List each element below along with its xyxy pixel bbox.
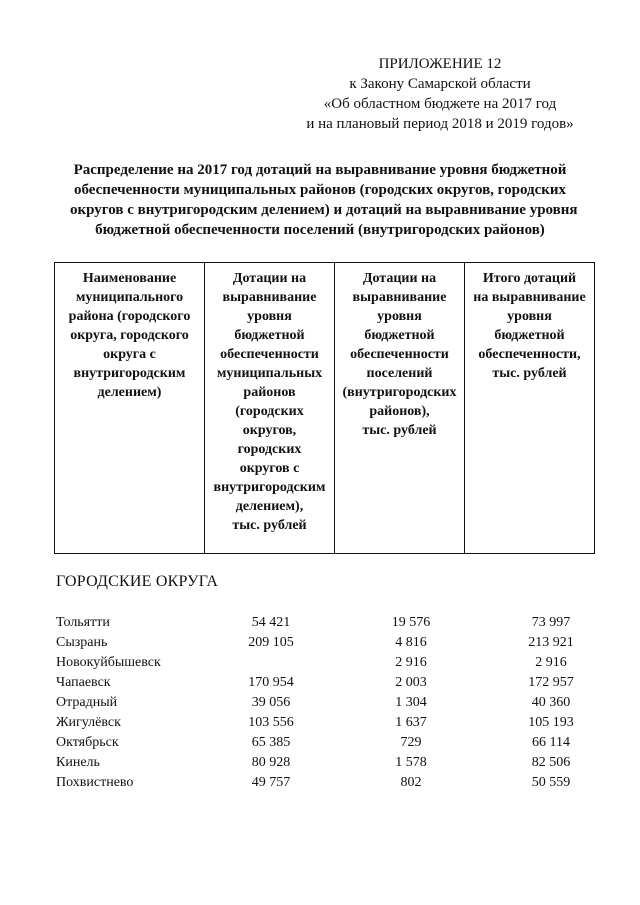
- row-municipal: 39 056: [251, 695, 291, 710]
- row-settlements: 1 578: [395, 755, 427, 770]
- appendix-law: к Закону Самарской области: [349, 76, 531, 92]
- appendix-header: [240, 54, 640, 134]
- table-row: [56, 653, 616, 673]
- row-name: Кинель: [56, 755, 100, 770]
- row-total: 105 193: [528, 715, 574, 730]
- row-settlements: 802: [400, 775, 422, 790]
- header-municipal-grants: Дотации на выравнивание уровня бюджетной обеспеченности муниципальных районов (городских округов, городских округов с внутригородским делением), тыс. рублей: [205, 263, 335, 554]
- table-row: [56, 713, 616, 733]
- row-name: Новокуйбышевск: [56, 655, 161, 670]
- row-settlements: 19 576: [391, 615, 431, 630]
- title-line3: округов с внутригородским делением) и дотаций на выравнивание уровня: [70, 202, 578, 218]
- table-row: [56, 633, 616, 653]
- header-settlement-grants: Дотации на выравнивание уровня бюджетной обеспеченности поселений (внутригородских районов), тыс. рублей: [335, 263, 465, 554]
- table-row: [56, 733, 616, 753]
- row-municipal: 65 385: [251, 735, 291, 750]
- header-total-grants: Итого дотаций на выравнивание уровня бюджетной обеспеченности, тыс. рублей: [465, 263, 595, 554]
- row-total: 66 114: [532, 735, 570, 750]
- row-name: Сызрань: [56, 635, 108, 650]
- document-title: [70, 160, 578, 240]
- row-municipal: 54 421: [251, 615, 291, 630]
- row-total: 82 506: [531, 755, 571, 770]
- row-name: Тольятти: [56, 615, 110, 630]
- appendix-title-line2: и на плановый период 2018 и 2019 годов»: [306, 116, 574, 132]
- row-settlements: 2 003: [395, 675, 427, 690]
- row-municipal: 49 757: [251, 775, 291, 790]
- row-settlements: 729: [400, 735, 422, 750]
- row-name: Октябрьск: [56, 735, 119, 750]
- appendix-number: ПРИЛОЖЕНИЕ 12: [378, 56, 502, 72]
- row-total: 172 957: [528, 675, 574, 690]
- title-line1: Распределение на 2017 год дотаций на выравнивание уровня бюджетной: [73, 162, 567, 178]
- row-name: Похвистнево: [56, 775, 134, 790]
- row-total: 50 559: [531, 775, 571, 790]
- row-total: 2 916: [535, 655, 567, 670]
- row-total: 73 997: [531, 615, 571, 630]
- row-municipal: 170 954: [248, 675, 294, 690]
- row-total: 40 360: [531, 695, 571, 710]
- table-row: [56, 693, 616, 713]
- row-total: 213 921: [528, 635, 574, 650]
- row-settlements: 2 916: [395, 655, 427, 670]
- row-municipal: 209 105: [248, 635, 294, 650]
- header-row: [55, 263, 595, 554]
- data-rows: [56, 613, 616, 793]
- row-name: Жигулёвск: [56, 715, 121, 730]
- table-row: [56, 673, 616, 693]
- section-title: ГОРОДСКИЕ ОКРУГА: [56, 573, 219, 590]
- header-district-name: Наименование муниципального района (городского округа, городского округа с внутригородским делением): [55, 263, 205, 554]
- row-name: Чапаевск: [56, 675, 111, 690]
- row-settlements: 1 637: [395, 715, 427, 730]
- appendix-title-line1: «Об областном бюджете на 2017 год: [323, 96, 557, 112]
- table-row: [56, 613, 616, 633]
- title-line2: обеспеченности муниципальных районов (городских округов, городских: [73, 182, 567, 198]
- row-name: Отрадный: [56, 695, 118, 710]
- row-municipal: 80 928: [251, 755, 291, 770]
- table-row: [56, 773, 616, 793]
- row-settlements: 1 304: [395, 695, 427, 710]
- row-settlements: 4 816: [395, 635, 427, 650]
- row-municipal: 103 556: [248, 715, 294, 730]
- title-line4: бюджетной обеспеченности поселений (внутригородских районов): [95, 222, 545, 238]
- header-table: [54, 262, 595, 554]
- table-row: [56, 753, 616, 773]
